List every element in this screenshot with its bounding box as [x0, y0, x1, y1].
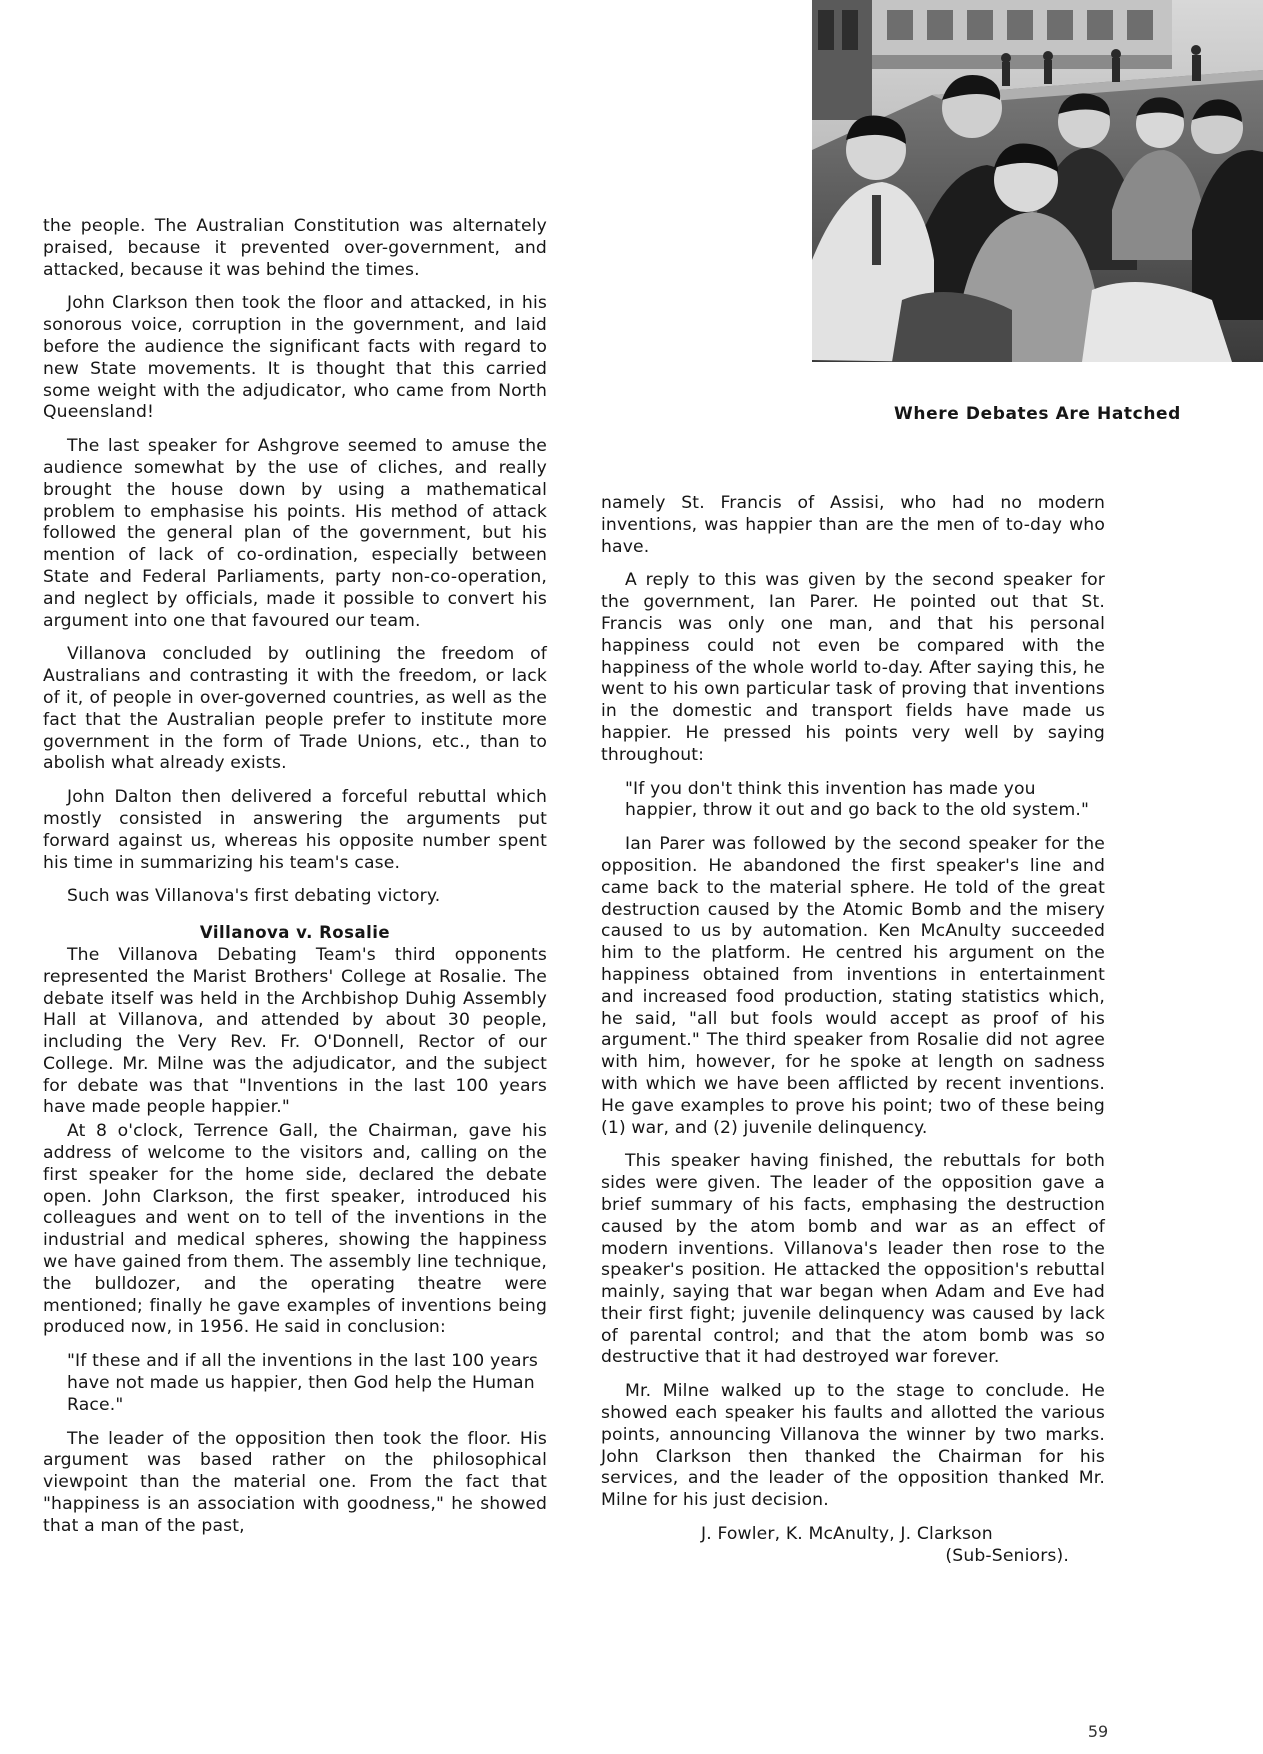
paragraph: Mr. Milne walked up to the stage to conclude. He showed each speaker his faults and allotted the various points, announcing Villanova the winner by two marks. John Clarkson then thanked the Chairman for his services, and the leader of the opposition thanked Mr. Milne for his just decision. — [601, 1381, 1105, 1511]
paragraph: the people. The Australian Constitution was alternately praised, because it prevented over-government, and attacked, because it was behind the times. — [43, 216, 547, 280]
quotation: "If these and if all the inventions in the last 100 years have not made us happier, then God help the Human Race." — [67, 1351, 539, 1415]
paragraph: Such was Villanova's first debating victory. — [67, 886, 441, 907]
section-heading: Villanova v. Rosalie — [199, 923, 391, 943]
photo-caption: Where Debates Are Hatched — [894, 404, 1181, 424]
photo-illustration — [812, 0, 1263, 362]
paragraph: The leader of the opposition then took the floor. His argument was based rather on the philosophical viewpoint than the material one. From the fact that "happiness is an association with goodness," he showed that a man of the past, — [43, 1428, 547, 1536]
paragraph: John Dalton then delivered a forceful rebuttal which mostly consisted in answering the arguments put forward against us, whereas his opposite number spent his time in summarizing his team's case. — [43, 787, 547, 873]
right-column — [601, 493, 1105, 1568]
paragraph: namely St. Francis of Assisi, who had no modern inventions, was happier than are the men of to-day who have. — [601, 493, 1105, 557]
quotation: "If you don't think this invention has made you happier, throw it out and go back to the old system." — [625, 778, 1090, 821]
paragraph: Ian Parer was followed by the second speaker for the opposition. He abandoned the first speaker's line and came back to the material sphere. He told of the great destruction caused by the Atomic Bomb and the misery caused to us by automation. Ken McAnulty succeeded him to the platform. He centred his argument on the happiness obtained from inventions in entertainment and increased food production, stating statistics which, he said, "all but fools would accept as proof of his argument." The third speaker from Rosalie did not agree with him, however, for he spoke at length on sadness with which we have been afflicted by recent inventions. He gave examples to prove his point; two of these being (1) war, and (2) juvenile delinquency. — [601, 834, 1105, 1138]
paragraph: A reply to this was given by the second speaker for the government, Ian Parer. He pointed out that St. Francis was only one man, and that his personal happiness could not even be compared with the happiness of the whole world to-day. After saying this, he went to his own particular task of proving that inventions in the domestic and transport fields have made us happier. He pressed his points very well by saying throughout: — [601, 570, 1105, 765]
author-group: (Sub-Seniors). — [945, 1545, 1069, 1566]
paragraph: Villanova concluded by outlining the freedom of Australians and contrasting it with the freedom, or lack of it, of people in over-governed countries, as well as the fact that the Australian people prefer to institute more government in the form of Trade Unions, etc., than to abolish what already exists. — [43, 644, 547, 774]
author-signature: J. Fowler, K. McAnulty, J. Clarkson — [701, 1524, 993, 1545]
photo-students-on-lawn — [812, 0, 1263, 362]
left-column — [43, 216, 547, 1550]
paragraph: The last speaker for Ashgrove seemed to amuse the audience somewhat by the use of cliches, and really brought the house down by using a mathematical problem to emphasise his points. His method of attack followed the general plan of the government, but his mention of lack of co-ordination, especially between State and Federal Parliaments, party non-co-operation, and neglect by officials, made it possible to convert his argument into one that favoured our team. — [43, 436, 547, 631]
paragraph: This speaker having finished, the rebuttals for both sides were given. The leader of the opposition gave a brief summary of his facts, emphasing the destruction caused by the atom bomb and war as an effect of modern inventions. Villanova's leader then rose to the speaker's position. He attacked the opposition's rebuttal mainly, saying that war began when Adam and Eve had their first fight; juvenile delinquency was caused by lack of parental control; and that the atom bomb was so destructive that it had destroyed war forever. — [601, 1151, 1105, 1368]
paragraph: John Clarkson then took the floor and attacked, in his sonorous voice, corruption in the government, and laid before the audience the significant facts with regard to new State movements. It is thought that this carried some weight with the adjudicator, who came from North Queensland! — [43, 293, 547, 423]
paragraph: At 8 o'clock, Terrence Gall, the Chairman, gave his address of welcome to the visitors and, calling on the first speaker for the home side, declared the debate open. John Clarkson, the first speaker, introduced his colleagues and went on to tell of the inventions in the industrial and medical spheres, showing the happiness we have gained from them. The assembly line technique, the bulldozer, and the operating theatre were mentioned; finally he gave examples of inventions being produced now, in 1956. He said in conclusion: — [43, 1121, 547, 1338]
paragraph: The Villanova Debating Team's third opponents represented the Marist Brothers' College at Rosalie. The debate itself was held in the Archbishop Duhig Assembly Hall at Villanova, and attended by about 30 people, including the Very Rev. Fr. O'Donnell, Rector of our College. Mr. Milne was the adjudicator, and the subject for debate was that "Inventions in the last 100 years have made people happier." — [43, 944, 547, 1118]
page-number: 59 — [1087, 1722, 1109, 1741]
